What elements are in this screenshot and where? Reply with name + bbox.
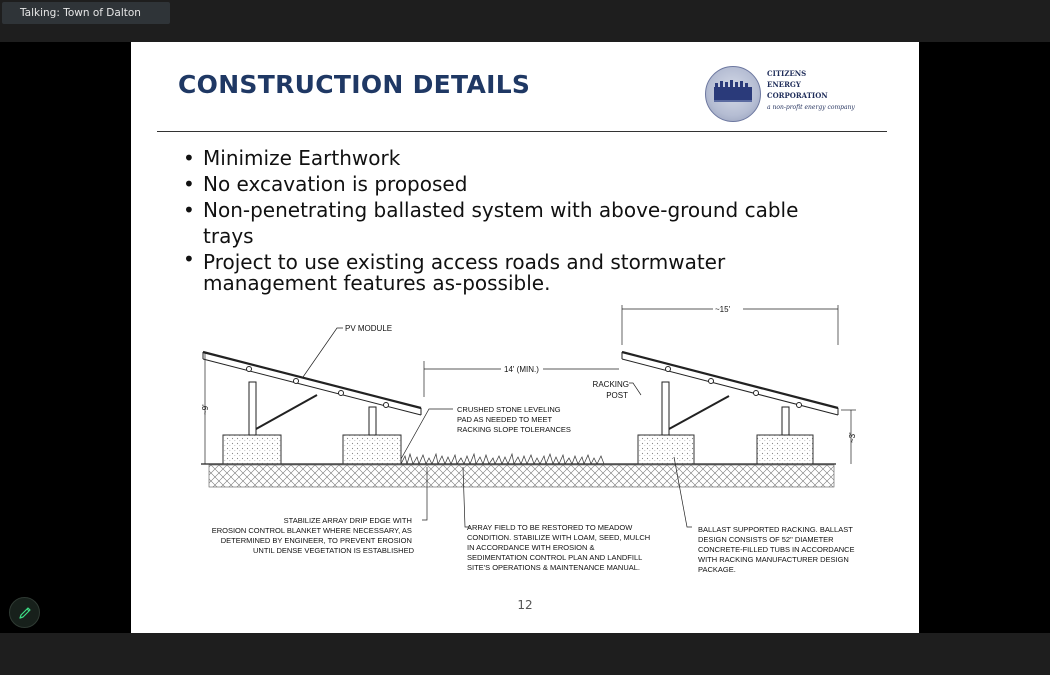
bullet-item: • No excavation is proposed	[183, 171, 823, 197]
logo-line-1: CITIZENS	[767, 69, 807, 78]
talking-indicator: Talking: Town of Dalton	[2, 2, 170, 24]
pv-module-label: PV MODULE	[345, 324, 393, 333]
ground-section	[201, 454, 836, 487]
annotate-button[interactable]	[9, 597, 40, 628]
racking-post-label-1: RACKING	[592, 380, 629, 389]
bullet-list	[183, 145, 823, 294]
left-array	[203, 352, 421, 464]
title-divider	[157, 131, 887, 132]
bullet-item: • Non-penetrating ballasted system with above-ground cable trays	[183, 197, 823, 249]
meeting-bottom-bar	[0, 633, 1050, 675]
drip-edge-note: STABILIZE ARRAY DRIP EDGE WITH EROSION CONTROL BLANKET WHERE NECESSARY, AS DETERMINED BY ENGINEER, TO PREVENT EROSION UNTIL DENSE VEGETATION IS ESTABLISHED	[211, 516, 414, 555]
presentation-slide	[131, 42, 919, 633]
logo-wordmark	[767, 68, 828, 101]
slide-title: CONSTRUCTION DETAILS	[178, 70, 531, 99]
right-array	[622, 352, 838, 464]
pencil-icon	[18, 606, 32, 620]
logo-tagline: a non-profit energy company	[767, 104, 855, 111]
company-logo	[705, 64, 875, 124]
width-label: ~15'	[715, 305, 731, 314]
bullet-item: • Project to use existing access roads and stormwater management features as-possible.	[183, 249, 823, 294]
slide-page-number: 12	[517, 598, 533, 612]
stone-pad-note: CRUSHED STONE LEVELING PAD AS NEEDED TO MEET RACKING SLOPE TOLERANCES	[457, 405, 571, 434]
logo-line-2: ENERGY	[767, 80, 801, 89]
bullet-item: • Minimize Earthwork	[183, 145, 823, 171]
left-height-label: ~9'	[201, 404, 210, 415]
ballast-note: BALLAST SUPPORTED RACKING. BALLAST DESIGN CONSISTS OF 52" DIAMETER CONCRETE-FILLED TUBS IN ACCORDANCE WITH RACKING MANUFACTURER DESIGN PACKAGE.	[698, 525, 855, 574]
min-spacing-label: 14' (MIN.)	[504, 365, 539, 374]
meadow-note: ARRAY FIELD TO BE RESTORED TO MEADOW CONDITION. STABILIZE WITH LOAM, SEED, MULCH IN ACCORDANCE WITH EROSION & SEDIMENTATION CONTROL PLAN AND LANDFILL SITE'S OPERATIONS & MAINTENANCE MANUAL.	[467, 523, 651, 572]
meeting-top-bar	[0, 0, 1050, 42]
right-height-label: ~3'	[848, 432, 857, 443]
logo-emblem	[705, 66, 761, 122]
racking-post-label-2: POST	[606, 391, 628, 400]
construction-detail-drawing	[131, 297, 919, 597]
logo-line-3: CORPORATION	[767, 91, 828, 100]
